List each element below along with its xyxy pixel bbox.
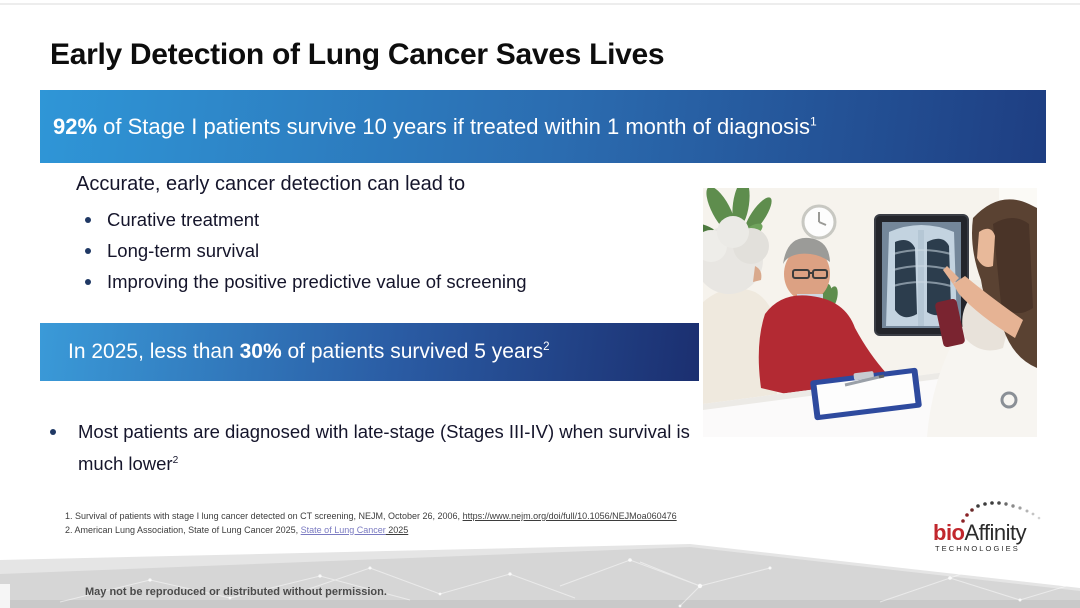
footnote-ref-2: 2 bbox=[172, 454, 179, 466]
photo-reflection bbox=[703, 437, 1037, 492]
bullet-label: Long-term survival bbox=[107, 239, 260, 261]
lead-text: Accurate, early cancer detection can lead to bbox=[76, 173, 466, 195]
footnote-1-text: Survival of patients with stage I lung cancer detected on CT screening, NEJM, October 26, 2006, bbox=[72, 511, 463, 521]
logo-tagline: TECHNOLOGIES bbox=[935, 544, 1020, 553]
footnote-2-text: American Lung Association, State of Lung Cancer 2025, bbox=[72, 524, 301, 535]
list-item bbox=[85, 204, 527, 235]
bullet-dot-icon bbox=[50, 429, 56, 435]
footnote-ref-1: 1 bbox=[810, 114, 817, 129]
top-divider bbox=[0, 3, 1080, 5]
footnote-2-link-year[interactable]: 2025 bbox=[385, 524, 409, 535]
stat-30-value: 30% bbox=[239, 340, 282, 363]
footnote-2-number: 2. bbox=[65, 524, 73, 535]
stat-30-prefix: In 2025, less than bbox=[68, 340, 240, 363]
list-item bbox=[85, 235, 527, 266]
logo-affinity-text: Affinity bbox=[964, 520, 1027, 545]
footnote-1-number: 1. bbox=[65, 511, 73, 521]
copyright-notice: May not be reproduced or distributed without permission. bbox=[85, 586, 387, 598]
stat-92-value: 92% bbox=[53, 113, 98, 139]
stat-banner-92 bbox=[40, 90, 1046, 163]
footnote-1-link[interactable]: https://www.nejm.org/doi/full/10.1056/NEJMoa060476 bbox=[462, 511, 677, 521]
benefit-bullet-list bbox=[85, 204, 527, 297]
footnote-ref-2: 2 bbox=[543, 341, 550, 353]
late-stage-text: Most patients are diagnosed with late-stage (Stages III-IV) when survival is much lower bbox=[78, 421, 690, 474]
footnote-2 bbox=[65, 524, 677, 538]
footnote-1 bbox=[65, 510, 677, 524]
footnotes bbox=[65, 510, 677, 537]
stat-92-text: of Stage I patients survive 10 years if treated within 1 month of diagnosis bbox=[97, 113, 810, 139]
bullet-label: Improving the positive predictive value of screening bbox=[107, 270, 527, 292]
page-title: Early Detection of Lung Cancer Saves Lives bbox=[50, 38, 665, 71]
doctor-patient-photo bbox=[703, 188, 1037, 437]
stat-30-suffix: of patients survived 5 years bbox=[281, 340, 544, 363]
late-stage-bullet bbox=[50, 416, 700, 480]
bullet-label: Curative treatment bbox=[107, 208, 260, 230]
bullet-dot-icon bbox=[85, 279, 91, 285]
bullet-dot-icon bbox=[85, 217, 91, 223]
bullet-dot-icon bbox=[85, 248, 91, 254]
logo-bio-text: bio bbox=[933, 520, 965, 545]
footnote-2-link[interactable]: State of Lung Cancer bbox=[300, 524, 386, 535]
stat-banner-30 bbox=[40, 323, 699, 381]
list-item bbox=[85, 266, 527, 297]
